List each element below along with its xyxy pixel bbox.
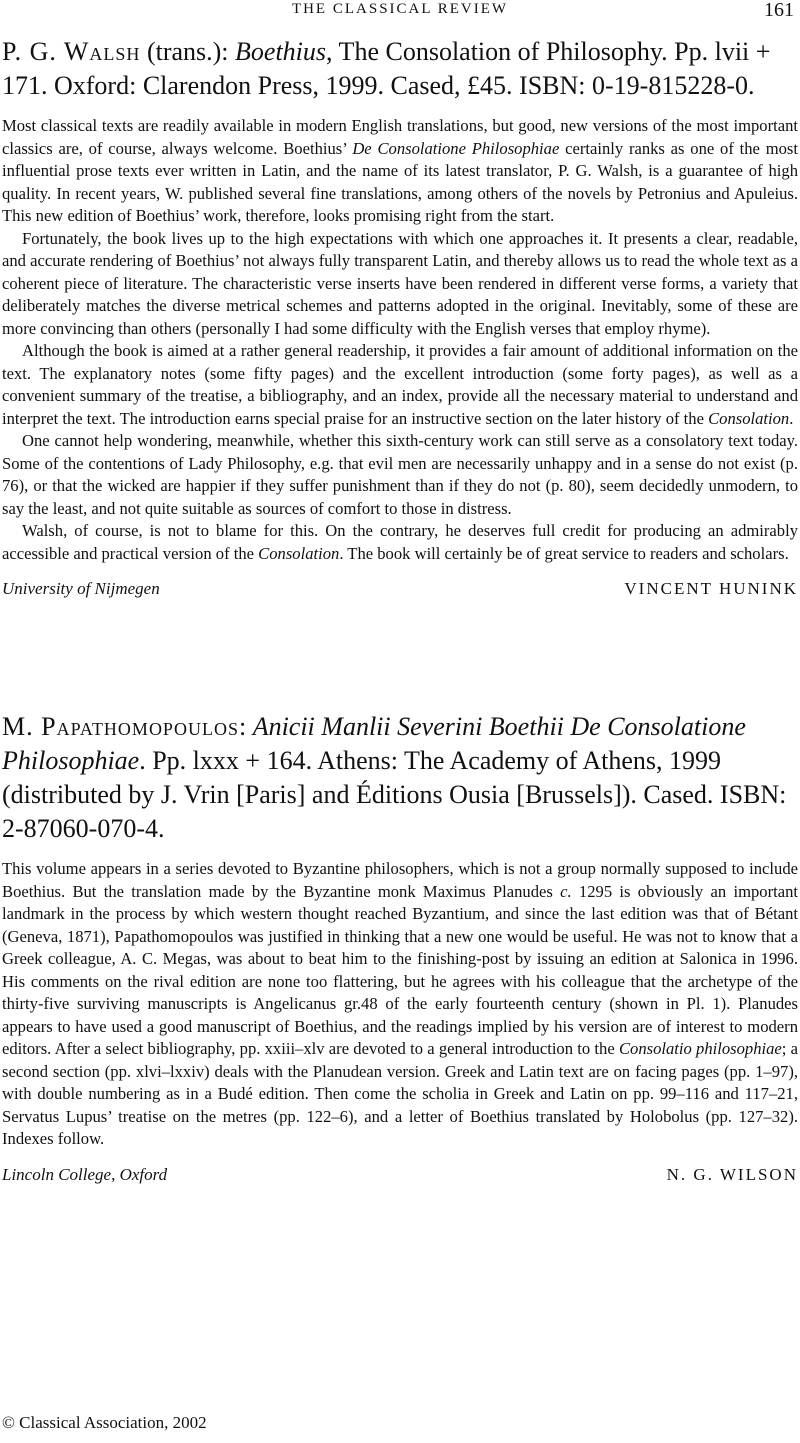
paragraph xyxy=(2,340,798,430)
paragraph xyxy=(2,520,798,565)
paragraph xyxy=(2,858,798,1151)
copyright-notice: © Classical Association, 2002 xyxy=(2,1413,207,1432)
text-run: Walsh, of course, is not to blame for this. On the contrary, he deserves full credit for producing an admirably accessible and practical version of the xyxy=(2,521,798,563)
reviewer-name: VINCENT HUNINK xyxy=(624,579,798,598)
heading-connector: : xyxy=(238,712,253,741)
review-author: M. Papathomopoulos xyxy=(2,712,239,741)
journal-title: THE CLASSICAL REVIEW xyxy=(291,1,509,17)
heading-connector: (trans.): xyxy=(140,37,236,66)
italic-title: Consolation xyxy=(708,408,790,428)
book-title: Anicii Manlii Severini Boethii De Consolatione Philosophiae xyxy=(2,712,746,775)
italic-title: Consolatio philosophiae xyxy=(618,1039,782,1058)
bibliographic-details: , The Consolation of Philosophy. Pp. lvii + 171. Oxford: Clarendon Press, 1999. Cased, £45. ISBN: 0-19-815228-0. xyxy=(2,37,771,100)
signoff-walsh-review xyxy=(2,579,798,599)
italic-title: Consolation xyxy=(258,543,340,563)
reviewer-institution: Lincoln College, Oxford xyxy=(2,1164,168,1184)
text-run: Most classical texts are readily available in modern English translations, but good, new versions of the most important classics are, of course, always welcome. Boethius’ xyxy=(2,116,798,158)
review-body-papathomopoulos xyxy=(2,858,798,1151)
text-run: . xyxy=(789,408,794,428)
running-head xyxy=(2,0,798,22)
paragraph xyxy=(2,115,798,228)
italic-abbrev: c. xyxy=(560,881,572,901)
review-heading-papathomopoulos xyxy=(2,710,798,846)
review-heading-walsh xyxy=(2,35,798,103)
text-run: certainly ranks as one of the most influential prose texts ever written in Latin, and the name of its latest translator, P. G. Walsh, is a guarantee of high quality. In recent years, W. published several fine translations, among others of the novels by Petronius and Apuleius. This new edition of Boethius’ work, therefore, looks promising right from the start. xyxy=(2,138,798,225)
page-number: 161 xyxy=(764,0,794,21)
text-run: This volume appears in a series devoted to Byzantine philosophers, which is not a group normally supposed to include Boethius. But the translation made by the Byzantine monk Maximus Planudes xyxy=(2,859,798,901)
text-run: ; a second section (pp. xlvi–lxxiv) deals with the Planudean version. Greek and Latin text are on facing pages (pp. 1–97), with double numbering as in a Budé edition. Then come the scholia in Greek and Latin on pp. 99–116 and 117–21, Servatus Lupus’ treatise on the metres (pp. 122–6), and a letter of Boethius translated by Holobolus (pp. 127–32). Indexes follow. xyxy=(2,1039,799,1148)
italic-title: De Consolatione Philosophiae xyxy=(352,138,560,158)
text-run: . The book will certainly be of great service to readers and scholars. xyxy=(339,543,789,563)
review-author: P. G. Walsh xyxy=(2,37,141,66)
signoff-papathomopoulos-review xyxy=(2,1165,798,1185)
reviewer-institution: University of Nijmegen xyxy=(2,579,160,598)
text-run: 1295 is obviously an important landmark in the process by which western thought reached Byzantium, and since the last edition was that of Bétant (Geneva, 1871), Papathomopoulos was justified in thinking that a new one would be useful. He was not to know that a Greek colleague, A. C. Megas, was about to beat him to the finishing-post by issuing an edition at Salonica in 1996. His comments on the rival edition are none too flattering, but he agrees with his colleague that the archetype of the thirty-five surviving manuscripts is Angelicanus gr.48 of the early fourteenth century (shown in Pl. 1). Planudes appears to have used a good manuscript of Boethius, and the readings implied by his version are of interest to modern editors. After a select bibliography, pp. xxiii–xlv are devoted to a general introduction to the xyxy=(2,881,798,1058)
reviewer-name: N. G. WILSON xyxy=(666,1164,798,1184)
paragraph: One cannot help wondering, meanwhile, whether this sixth-century work can still serve as a consolatory text today. Some of the contentions of Lady Philosophy, e.g. that evil men are necessarily unhappy and in a sense do not exist (p. 76), or that the wicked are happier if they suffer punishment than if they do not (p. 80), seem decidedly unmodern, to say the least, and not quite suitable as sources of comfort to those in distress. xyxy=(2,431,798,518)
book-title: Boethius xyxy=(235,37,327,66)
section-gap xyxy=(2,599,798,697)
paragraph: Fortunately, the book lives up to the high expectations with which one approaches it. It presents a clear, readable, and accurate rendering of Boethius’ not always fully transparent Latin, and thereby allows us to read the whole text as a coherent piece of literature. The characteristic verse inserts have been rendered in different verse forms, a variety that deliberately matches the diverse metrical schemes and patterns adopted in the original. Inevitably, some of these are more convincing than others (personally I had some difficulty with the English verses that employ rhyme). xyxy=(2,228,798,338)
review-body-walsh xyxy=(2,115,798,565)
text-run: Although the book is aimed at a rather general readership, it provides a fair amount of additional information on the text. The explanatory notes (some fifty pages) and the excellent introduction (some forty pages), as well as a convenient summary of the treatise, a bibliography, and an index, provide all the necessary material to understand and interpret the text. The introduction earns special praise for an instructive section on the later history of the xyxy=(2,341,798,428)
bibliographic-details: . Pp. lxxx + 164. Athens: The Academy of Athens, 1999 (distributed by J. Vrin [Paris] and Éditions Ousia [Brussels]). Cased. ISBN: 2-87060-070-4. xyxy=(2,746,787,843)
